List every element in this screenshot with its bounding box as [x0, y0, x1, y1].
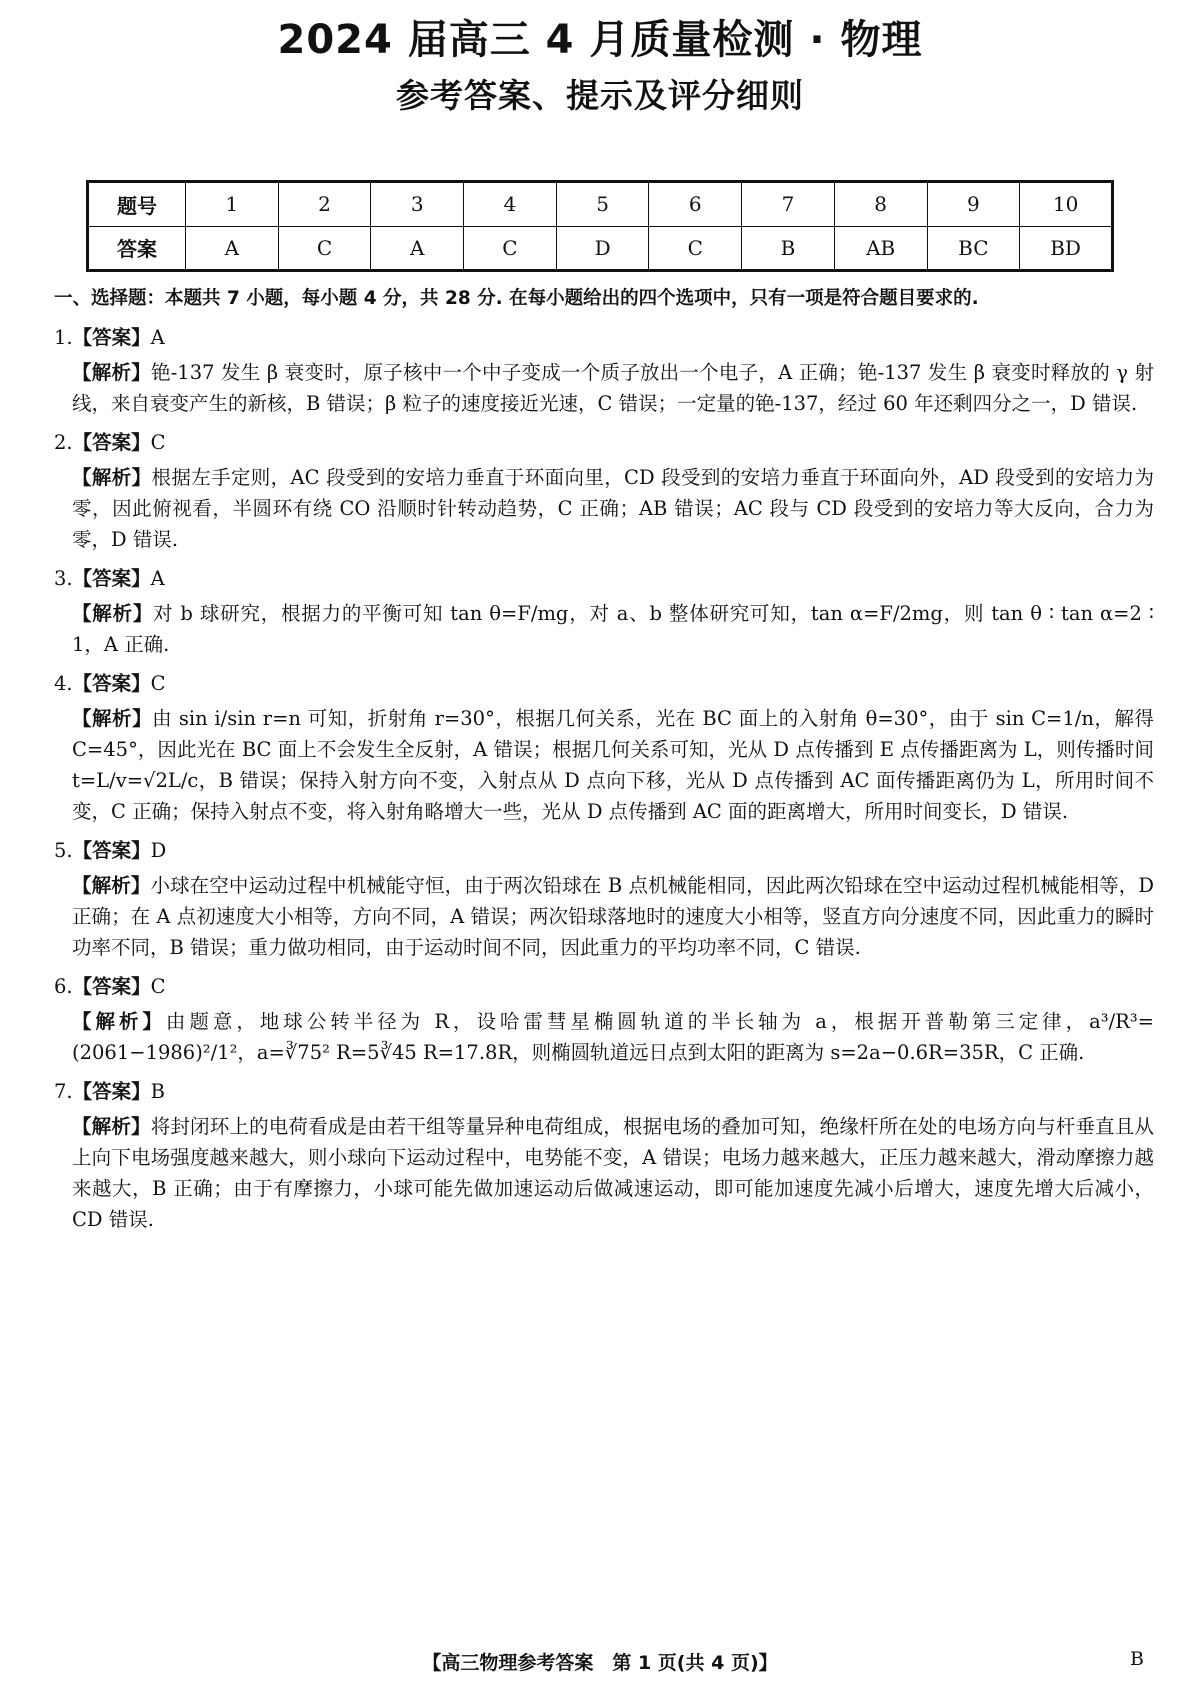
- answer-tag: 【答案】: [72, 839, 151, 862]
- question-explanation: [54, 870, 1154, 963]
- answer-cell: BC: [927, 226, 1020, 271]
- question-explanation: [54, 703, 1154, 827]
- question-number-cell: 1: [186, 182, 279, 227]
- answer-value: B: [150, 1080, 165, 1103]
- footer-text: 【高三物理参考答案 第 1 页(共 4 页)】: [422, 1652, 778, 1674]
- question-answer: [54, 971, 1154, 1002]
- question-answer: [54, 322, 1154, 353]
- row-header-answer: 答案: [88, 226, 186, 271]
- answer-table-answer-row: [88, 226, 1113, 271]
- question-number-cell: 8: [834, 182, 927, 227]
- question-number-cell: 2: [278, 182, 371, 227]
- explain-tag: 【解析】: [72, 874, 151, 897]
- answer-value: C: [150, 975, 166, 998]
- explanation-text: 根据左手定则，AC 段受到的安培力垂直于环面向里，CD 段受到的安培力垂直于环面向外，AD 段受到的安培力为零，因此俯视看，半圆环有绕 CO 沿顺时针转动趋势，C 正确；AB 错误；AC 段与 CD 段受到的安培力等大反向，合力为零，D 错误.: [72, 466, 1154, 551]
- answer-tag: 【答案】: [72, 326, 151, 349]
- answer-cell: C: [464, 226, 557, 271]
- answer-cell: B: [742, 226, 835, 271]
- explain-tag: 【解析】: [72, 707, 153, 730]
- question-explanation: [54, 1006, 1154, 1068]
- question-number: 4.: [54, 672, 73, 695]
- explain-tag: 【解析】: [72, 1010, 166, 1033]
- question-number-cell: 3: [371, 182, 464, 227]
- answer-tag: 【答案】: [72, 672, 151, 695]
- explanation-text: 对 b 球研究，根据力的平衡可知 tan θ=F/mg，对 a、b 整体研究可知，tan α=F/2mg，则 tan θ ∶ tan α=2 ∶ 1，A 正确.: [72, 602, 1154, 656]
- answer-value: A: [150, 326, 165, 349]
- page-title: 2024 届高三 4 月质量检测 · 物理: [277, 17, 923, 63]
- question-answer: [54, 1076, 1154, 1107]
- question-number-cell: 6: [649, 182, 742, 227]
- answer-value: D: [150, 839, 167, 862]
- question-number: 7.: [54, 1080, 73, 1103]
- answer-tag: 【答案】: [72, 431, 151, 454]
- question-number-cell: 9: [927, 182, 1020, 227]
- question-number-cell: 10: [1020, 182, 1113, 227]
- question-number-cell: 7: [742, 182, 835, 227]
- answer-value: C: [150, 672, 166, 695]
- answer-tag: 【答案】: [72, 567, 151, 590]
- explain-tag: 【解析】: [72, 466, 152, 489]
- explanation-text: 由题意，地球公转半径为 R，设哈雷彗星椭圆轨道的半长轴为 a，根据开普勒第三定律，a³/R³=(2061−1986)²/1²，a=∛75² R=5∛45 R=17.8R，则椭圆轨道远日点到太阳的距离为 s=2a−0.6R=35R，C 正确.: [72, 1010, 1154, 1064]
- answer-cell: C: [278, 226, 371, 271]
- question-answer: [54, 563, 1154, 594]
- question-answer: [54, 835, 1154, 866]
- question-number: 2.: [54, 431, 73, 454]
- answer-table-number-row: [88, 182, 1113, 227]
- page-subtitle: 参考答案、提示及评分细则: [396, 76, 804, 115]
- question-answer: [54, 427, 1154, 458]
- answer-cell: C: [649, 226, 742, 271]
- explanation-text: 铯-137 发生 β 衰变时，原子核中一个中子变成一个质子放出一个电子，A 正确；铯-137 发生 β 衰变时释放的 γ 射线，来自衰变产生的新核，B 错误；β 粒子的速度接近光速，C 错误；一定量的铯-137，经过 60 年还剩四分之一，D 错误.: [72, 361, 1154, 415]
- question-explanation: [54, 598, 1154, 660]
- answer-tag: 【答案】: [72, 975, 151, 998]
- explanation-text: 将封闭环上的电荷看成是由若干组等量异种电荷组成，根据电场的叠加可知，绝缘杆所在处的电场方向与杆垂直且从上向下电场强度越来越大，则小球向下运动过程中，电势能不变，A 错误；电场力越来越大，正压力越来越大，滑动摩擦力越来越大，B 正确；由于有摩擦力，小球可能先做加速运动后做减速运动，即可能加速度先减小后增大，速度先增大后减小，CD 错误.: [72, 1115, 1154, 1231]
- answer-table: [86, 180, 1114, 272]
- solutions-body: [54, 283, 1154, 1239]
- question-number-cell: 4: [464, 182, 557, 227]
- explain-tag: 【解析】: [72, 1115, 151, 1138]
- question-number-cell: 5: [556, 182, 649, 227]
- question-number: 6.: [54, 975, 73, 998]
- row-header-number: 题号: [88, 182, 186, 227]
- answer-cell: BD: [1020, 226, 1113, 271]
- answer-tag: 【答案】: [72, 1080, 151, 1103]
- explain-tag: 【解析】: [72, 361, 151, 384]
- answer-cell: D: [556, 226, 649, 271]
- question-explanation: [54, 357, 1154, 419]
- answer-cell: A: [371, 226, 464, 271]
- question-explanation: [54, 1111, 1154, 1235]
- explanation-text: 由 sin i/sin r=n 可知，折射角 r=30°，根据几何关系，光在 BC 面上的入射角 θ=30°，由于 sin C=1/n，解得 C=45°，因此光在 BC 面上不会发生全反射，A 错误；根据几何关系可知，光从 D 点传播到 E 点传播距离为 L，则传播时间 t=L/v=√2L/c，B 错误；保持入射方向不变，入射点从 D 点向下移，光从 D 点传播到 AC 面传播距离仍为 L，所用时间不变，C 正确；保持入射点不变，将入射角略增大一些，光从 D 点传播到 AC 面的距离增大，所用时间变长，D 错误.: [72, 707, 1154, 823]
- question-number: 3.: [54, 567, 73, 590]
- page-footer: [0, 1648, 1200, 1675]
- explain-tag: 【解析】: [72, 602, 154, 625]
- answer-cell: A: [186, 226, 279, 271]
- question-answer: [54, 668, 1154, 699]
- answer-cell: AB: [834, 226, 927, 271]
- answer-value: A: [150, 567, 165, 590]
- question-explanation: [54, 462, 1154, 555]
- version-mark: B: [1130, 1648, 1144, 1670]
- section-heading: 一、选择题：本题共 7 小题，每小题 4 分，共 28 分. 在每小题给出的四个选项中，只有一项是符合题目要求的.: [54, 288, 979, 309]
- explanation-text: 小球在空中运动过程中机械能守恒，由于两次铅球在 B 点机械能相同，因此两次铅球在空中运动过程机械能相等，D 正确；在 A 点初速度大小相等，方向不同，A 错误；两次铅球落地时的速度大小相等，竖直方向分速度不同，因此重力的瞬时功率不同，B 错误；重力做功相同，由于运动时间不同，因此重力的平均功率不同，C 错误.: [72, 874, 1154, 959]
- question-number: 1.: [54, 326, 73, 349]
- question-number: 5.: [54, 839, 73, 862]
- answer-value: C: [150, 431, 166, 454]
